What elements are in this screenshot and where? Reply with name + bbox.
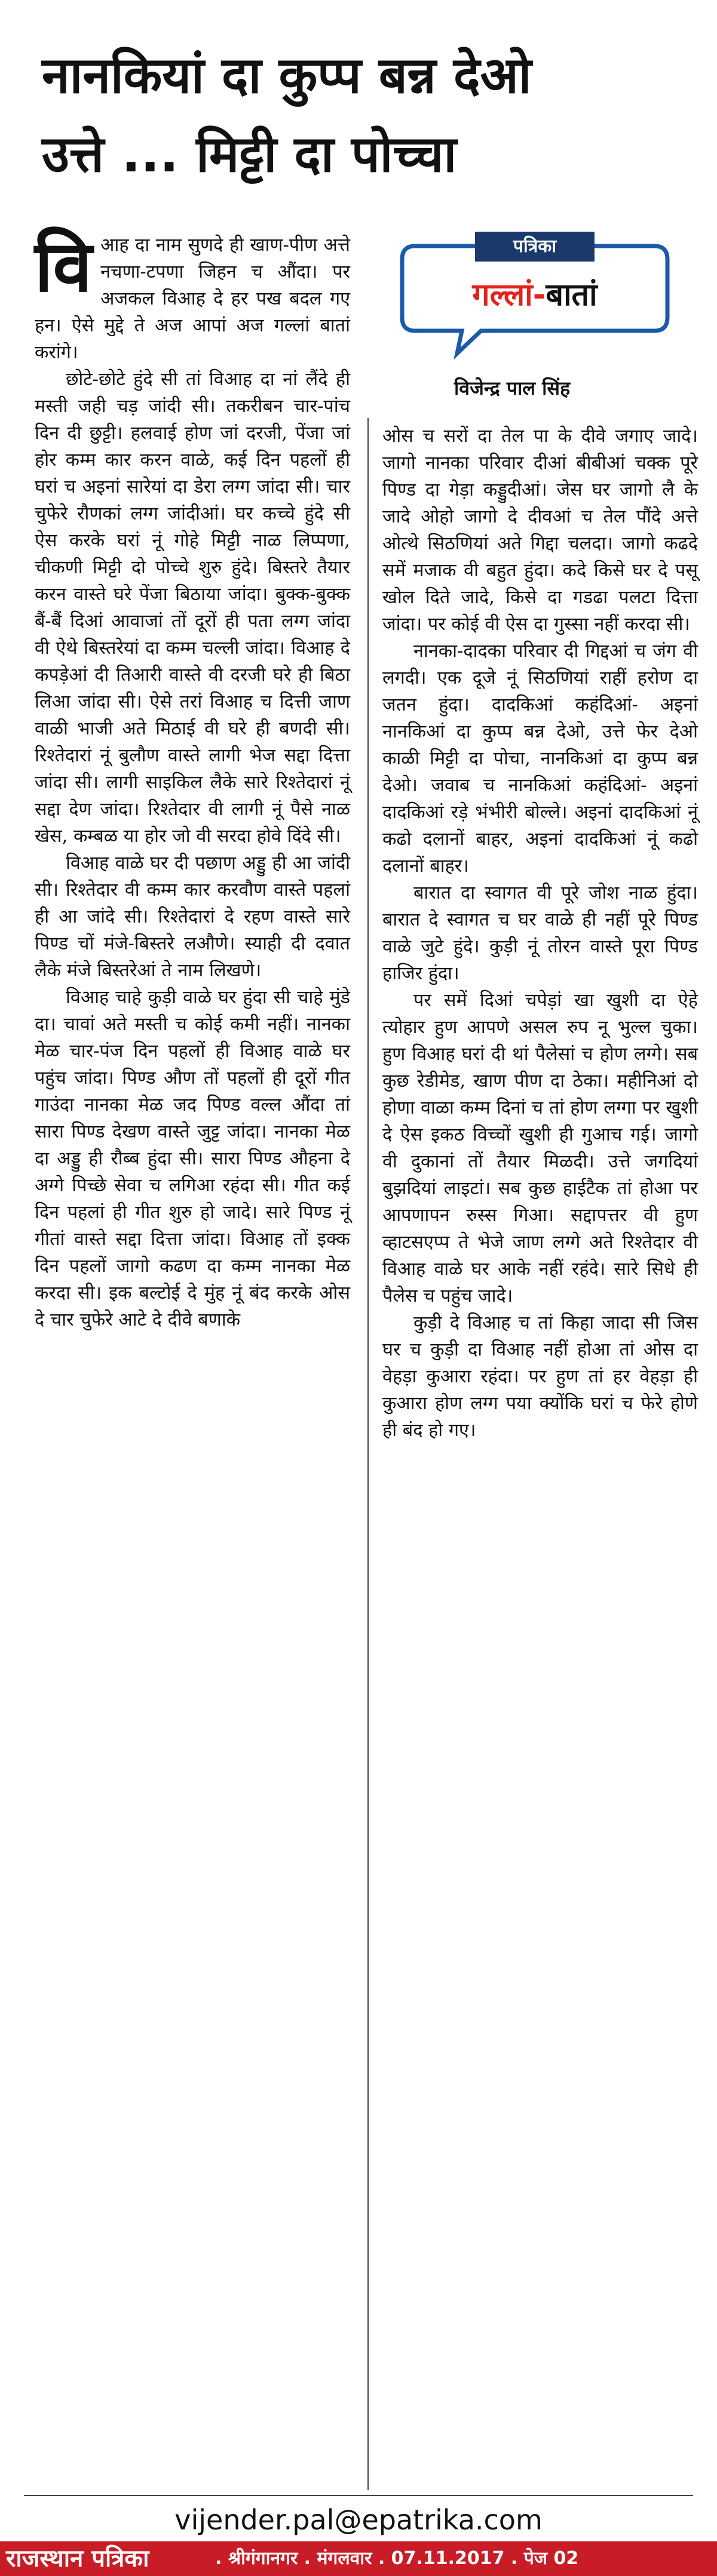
- column-title-word-1: गल्लां-: [472, 277, 546, 313]
- article-column-right: [382, 423, 698, 1444]
- page-footer-band: [0, 2541, 717, 2576]
- article-paragraph: विआह चाहे कुड़ी वाळे घर हुंदा सी चाहे मुंडे दा। चावां अते मस्ती च कोई कमी नहीं। नानका मेळ चार-पंज दिन पहलों ही विआह वाळे घर पहुंच जांदा। पिण्ड औण तों पहलों ही दूरों गीत गाउंदा नानका मेळ जद पिण्ड वल्ल औंदा तां सारा पिण्ड देखण वास्ते जुट्ट जांदा। नानका मेळ दा अड्डु ही रौब्ब हुंदा सी। सारा पिण्ड औहना दे अग्गे पिच्छे सेवा च लगिआ रहंदा सी। गीत कई दिन पहलां ही गीत शुरु हो जादे। सारे पिण्ड नूं गीतां वास्ते सद्दा दित्ता जांदा। विआह तों इक्क दिन पहलों जागो कढण दा कम्म नानका मेळ करदा सी। इक बल्टोई दे मुंह नूं बंद करके ओस दे चार चुफेरे आटे दे दीवे बणाके: [35, 987, 350, 1330]
- column-divider: [367, 418, 369, 2490]
- column-title: [391, 271, 678, 319]
- article-paragraph: विआह वाळे घर दी पछाण अड्डु ही आ जांदी सी। रिश्तेदार वी कम्म कार करवौण वास्ते पहलां ही आ जांदे सी। रिश्तेदारां दे रहण वास्ते सारे पिण्ड चों मंजे-बिस्तरे लऔणे। स्याही दी दवात लैके मंजे बिस्तरेआं ते नाम लिखणे।: [35, 853, 350, 981]
- headline: [42, 36, 687, 193]
- article-paragraph: बारात दा स्वागत वी पूरे जोश नाळ हुंदा। बारात दे स्वागत च घर वाळे ही नहीं पूरे पिण्ड वाळे जुटे हुंदे। कुड़ी नूं तोरन वास्ते पूरा पिण्ड हाजिर हुंदा।: [382, 883, 698, 984]
- article-paragraph: पर समें दिआं चपेड़ां खा खुशी दा ऐहे त्योहार हुण आपणे असल रुप नू भुल्ल चुका। हुण विआह घरां दी थां पैलेसां च होण लग्गे। सब कुछ रेडीमेड, खाण पीण दा ठेका। महीनिआं दो होणा वाळा कम्म दिनां च तां होण लग्गा पर खुशी दे ऐस इकठ विच्चों खुशी ही गुआच गई। जागो वी दुकानां तों तैयार मिळदी। उत्ते जगदियां बुझदियां लाइटां। सब कुछ हाईटैक तां होआ पर आपणापन रुस्स गिआ। सद्दापत्तर वी हुण व्हाटसएप्प ते भेजे जाण लग्गे अते रिश्तेदार वी विआह वाळे घर आके नहीं रहंदे। सारे सिधे ही पैलेस च पहुंच जादे।: [382, 990, 698, 1307]
- column-title-word-2: बातां: [546, 277, 598, 313]
- newspaper-masthead: राजस्थान पत्रिका: [6, 2545, 149, 2572]
- article-column-left: [35, 225, 350, 1333]
- intro-text: आह दा नाम सुणदे ही खाण-पीण अत्ते नचणा-टपणा जिहन च औंदा। पर अजकल विआह दे हर पख बदल गए हन। ऐसे मुद्दे ते अज आपां अज गल्लां बातां करांगे।: [35, 235, 350, 363]
- author-byline: विजेन्द्र पाल सिंह: [454, 377, 571, 399]
- author-email[interactable]: vijender.pal@epatrika.com: [174, 2504, 543, 2536]
- footer-divider: [24, 2495, 693, 2496]
- article-paragraph: नानका-दादका परिवार दी गिद्दआं च जंग वी लगदी। एक दूजे नूं सिठणियां राहीं हरोण दा जतन हुंदा। दादकिआं कहंदिआं- अइनां नानकिआं दा कुप्प बन्न देओ, उत्ते फेर देओ काळी मिट्टी दा पोचा, नानकिआं दा कुप्प बन्न देओ। जवाब च नानकिआं कहंदिआं- अइनां दादकिआं रड़े भंभीरी बोल्ले। अइनां दादकिआं नूं कढो दलानों बाहर, अइनां दादकिआं नूं कढो दलानों बाहर।: [382, 641, 698, 877]
- article-paragraph: कुड़ी दे विआह च तां किहा जादा सी जिस घर च कुड़ी दा विआह नहीं होआ तां ओस दा वेहड़ा कुआरा रहंदा। पर हुण तां हर वेहड़ा ही कुआरा होण लग्ग पया क्योंकि घरां च फेरे होणे ही बंद हो गए।: [382, 1312, 698, 1441]
- drop-cap: वि: [35, 225, 93, 308]
- article-intro-paragraph: [35, 225, 350, 366]
- article-paragraph: ओस च सरों दा तेल पा के दीवे जगाए जादे। जागो नानका परिवार दीआं बीबीआं चक्क पूरे पिण्ड दा गेड़ा कड्डुदीआं। जेस घर जागो लै के जादे ओहो जागो दे दीवआं च तेल पौंदे अत्ते ओत्थे सिठणियां अते गिद्दा चलदा। जागो कढदे समें मजाक वी बहुत हुंदा। कदे किसे घर दे पसू खोल दिते जादे, किसे दा गडढा पलटा दित्ता जांदा। पर कोई वी ऐस दा गुस्सा नहीं करदा सी।: [382, 426, 698, 635]
- headline-line-1: नानकियां दा कुप्प बन्न देओ: [42, 46, 532, 104]
- headline-line-2: उत्ते ... मिट्टी दा पोच्चा: [42, 125, 457, 183]
- article-paragraph: छोटे-छोटे हुंदे सी तां विआह दा नां लैंदे ही मस्ती जही चड़ जांदी सी। तकरीबन चार-पांच दिन दी छुट्टी। हलवाई होण जां दरजी, पेंजा जां होर कम्म कार करन वाळे, कई दिन पहलों ही घरां च अइनां सारेयां दा डेरा लग्ग जांदा सी। चार चुफेरे रौणकां लग्ग जांदीआं। घर कच्चे हुंदे सी ऐस करके घरां नूं गोहे मिट्टी नाळ लिप्पणा, चीकणी मिट्टी दो पोच्चे शुरु हुंदे। बिस्तरे तैयार करन वास्ते घरे पेंजा बिठाया जांदा। बुक्क-बुक्क बैं-बैं दिआं आवाजां तों दूरों ही पता लग्ग जांदा वी ऐथे बिस्तरेयां दा कम्म चल्ली जांदा। विआह दे कपड़ेआं दी तिआरी वास्ते वी दरजी घरे ही बिठा लिआ जांदा सी। ऐसे तरां विआह च दित्ती जाण वाळी भाजी अते मिठाई वी घरे ही बणदी सी। रिश्तेदारां नूं बुलौण वास्ते लागी भेज सद्दा दित्ता जांदा सी। लागी साइकिल लैके सारे रिश्तेदारां नूं सद्दा देण जांदा। रिश्तेदार वी लागी नूं पैसे नाळ खेस, कम्बळ या होर जो वी सरदा होवे दिंदे सी।: [35, 369, 350, 847]
- column-tag: पत्रिका: [475, 232, 595, 262]
- column-brand-bubble: [391, 228, 678, 365]
- edition-info: . श्रीगंगानगर . मंगलवार . 07.11.2017 . पेज 02: [215, 2548, 579, 2569]
